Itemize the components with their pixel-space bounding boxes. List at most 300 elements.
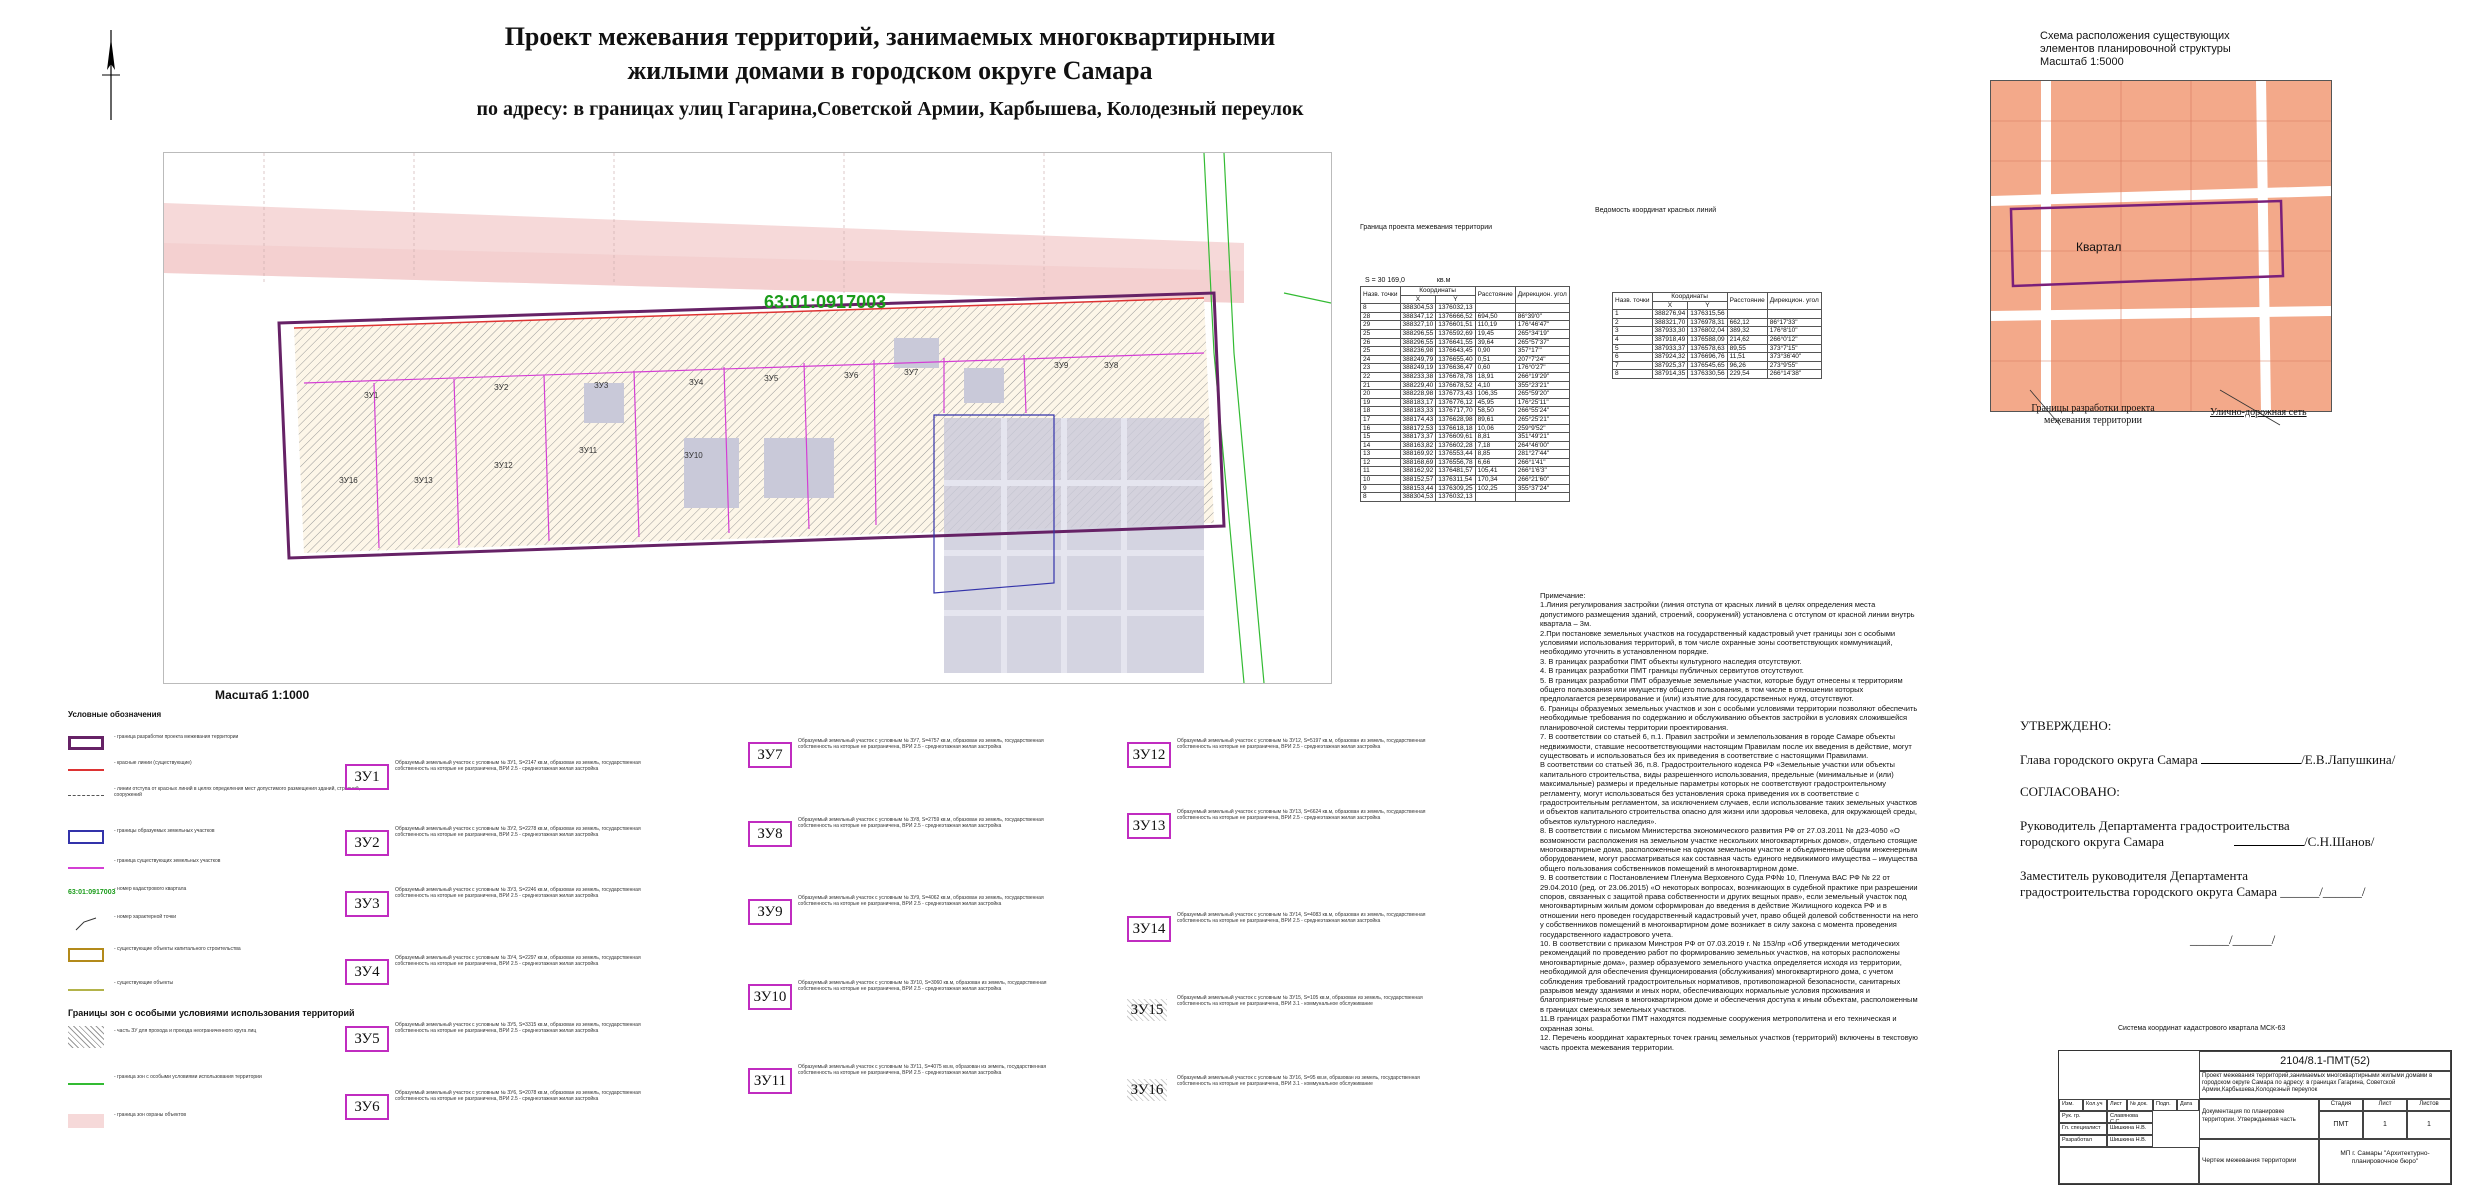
table-cell: 1376773,43 xyxy=(1436,390,1475,399)
plot-label: ЗУ16 xyxy=(339,476,358,485)
map-drawing xyxy=(164,153,1331,683)
table-cell: 387933,30 xyxy=(1652,327,1688,336)
table-cell: 229,54 xyxy=(1727,370,1767,379)
table-cell: 45,95 xyxy=(1475,398,1515,407)
note-item: 2.При постановке земельных участков на государственный кадастровый учет границы зон с особыми условиями использования территорий, в том числе охранные зоны соответствующих коммуникаций, необходимо уточнить в установленном порядке. xyxy=(1540,628,1896,657)
plot-label-box: ЗУ5 xyxy=(345,1026,389,1052)
stamp-drawing-title: Чертеж межевания территории xyxy=(2199,1139,2319,1184)
legend-item: - красные линии (существующие) xyxy=(68,758,368,780)
table-row xyxy=(1361,433,1570,442)
plot-description-text: Образуемый земельный участок с условным № ЗУ11, S=4075 кв.м, образован из земель, государственная собственность на которые не разграничена, ВРИ 2.5 - среднеэтажная жилая застройка xyxy=(798,1064,1047,1076)
table-cell xyxy=(1515,304,1569,313)
note-item: 12. Перечень координат характерных точек границ земельных участков (территорий) включены в текстовую часть проекта межевания территории. xyxy=(1540,1033,1918,1052)
table-row xyxy=(1361,338,1570,347)
table-cell: 387918,49 xyxy=(1652,335,1688,344)
plot-description-text: Образуемый земельный участок с условным № ЗУ5, S=3315 кв.м, образован из земель, государственная собственность на которые не разграничена, ВРИ 2.5 - среднеэтажная жилая застройка xyxy=(395,1022,641,1034)
table-cell: 11 xyxy=(1361,467,1401,476)
stamp-col-header: Изм. xyxy=(2059,1099,2083,1111)
notes-title: Примечание: xyxy=(1540,591,1586,600)
table-row xyxy=(1361,458,1570,467)
inset-map xyxy=(1990,80,2332,412)
table-cell: 266°19'29" xyxy=(1515,372,1569,381)
stamp-col-header: Кол.уч xyxy=(2083,1099,2107,1111)
table-cell: 28 xyxy=(1361,312,1401,321)
table-cell: 1376592,69 xyxy=(1436,329,1475,338)
zones-title: Границы зон с особыми условиями использования территорий xyxy=(68,1008,355,1018)
table-cell: 29 xyxy=(1361,321,1401,330)
legend-item: 63:01:0917003 - номер кадастрового квартала xyxy=(68,886,187,896)
col-subheader: Y xyxy=(1688,301,1727,310)
table-cell: 388173,37 xyxy=(1400,433,1436,442)
table-cell: 170,34 xyxy=(1475,476,1515,485)
table-cell: 23 xyxy=(1361,364,1401,373)
table-cell: 1376556,78 xyxy=(1436,458,1475,467)
table-cell: 8,85 xyxy=(1475,450,1515,459)
zone-legend-item: - граница зон с особыми условиями использования территории xyxy=(68,1072,368,1094)
plot-label: ЗУ13 xyxy=(414,476,433,485)
stamp-col-header: № док. xyxy=(2127,1099,2153,1111)
table-cell: 1376309,25 xyxy=(1436,484,1475,493)
plot-description xyxy=(345,760,675,790)
table-row xyxy=(1361,347,1570,356)
stamp-doc-title: Документация по планировке территории. Утверждаемая часть xyxy=(2199,1099,2319,1139)
red-lines-coordinates-table xyxy=(1612,292,1822,379)
table-cell: 110,19 xyxy=(1475,321,1515,330)
table-cell: 1376618,18 xyxy=(1436,424,1475,433)
building-e xyxy=(964,368,1004,403)
plot-label-box: ЗУ2 xyxy=(345,830,389,856)
large-building xyxy=(944,418,1204,673)
table-row xyxy=(1613,344,1822,353)
table-cell: 24 xyxy=(1361,355,1401,364)
table-cell: 388249,79 xyxy=(1400,355,1436,364)
note-item: 11.В границах разработки ПМТ находятся подземные сооружения метрополитена и его техническая и охранная зоны. xyxy=(1540,1014,1897,1033)
legend-item: - граница существующих земельных участков xyxy=(68,856,368,878)
table-cell: 388153,44 xyxy=(1400,484,1436,493)
table-row xyxy=(1613,310,1822,319)
table-row xyxy=(1361,364,1570,373)
table-cell: 1376602,28 xyxy=(1436,441,1475,450)
legend-item: - границы образуемых земельных участков xyxy=(68,826,368,848)
note-item: 5. В границах разработки ПМТ образуемые земельные участки, которые будут отнесены к территориям общего пользования или имуществу общего пользования, в том числе в отношении которых предполагается резервирование и (или) изъятие для государственных нужд, отсутствуют. xyxy=(1540,675,1903,704)
stamp-code: 2104/8.1-ПМТ(52) xyxy=(2199,1051,2451,1071)
plot-label: ЗУ3 xyxy=(594,381,609,390)
plot-description xyxy=(748,895,1078,925)
stamp-organization: МП г. Самары "Архитектурно-планировочное бюро" xyxy=(2319,1139,2451,1184)
legend-item: - линии отступа от красных линий в целях определения мест допустимого размещения зданий, строений, сооружений xyxy=(68,784,368,806)
table-cell: 1376776,12 xyxy=(1436,398,1475,407)
deputy-line-2: градостроительства городского округа Самара ______/______/ xyxy=(2020,884,2366,899)
table-row xyxy=(1613,370,1822,379)
table-cell: 8,81 xyxy=(1475,433,1515,442)
plot-label-box: ЗУ6 xyxy=(345,1094,389,1120)
plot-description xyxy=(1127,738,1457,768)
stamp-name: Славянова С.С. xyxy=(2107,1111,2153,1123)
red-lines-table-body xyxy=(1613,310,1822,379)
table-row xyxy=(1361,372,1570,381)
table-cell: 0,51 xyxy=(1475,355,1515,364)
table-cell xyxy=(1475,493,1515,502)
table-cell: 25 xyxy=(1361,329,1401,338)
document-title xyxy=(380,20,1400,88)
plot-label-box: ЗУ4 xyxy=(345,959,389,985)
table-row xyxy=(1361,390,1570,399)
cadastral-number: 63:01:0917003 xyxy=(764,292,887,312)
col-subheader: X xyxy=(1400,295,1436,304)
plot-description xyxy=(345,1090,675,1120)
title-line-1: Проект межевания территорий, занимаемых многоквартирными xyxy=(504,22,1276,51)
table-cell: 21 xyxy=(1361,381,1401,390)
boundary-table-title: Граница проекта межевания территории xyxy=(1360,224,1493,231)
stamp-name: Шишкина Н.В. xyxy=(2107,1123,2153,1135)
table-cell: 7 xyxy=(1613,361,1653,370)
table-cell: 1376636,47 xyxy=(1436,364,1475,373)
table-cell: 1376628,98 xyxy=(1436,415,1475,424)
table-cell: 1376588,09 xyxy=(1688,335,1727,344)
table-cell: 1376311,54 xyxy=(1436,476,1475,485)
col-header: Назв. точки xyxy=(1613,293,1653,310)
note-item: 8. В соответствии с письмом Министерства экономического развития РФ от 27.03.2011 № д23-4050 «О возможности расположения на земельном участке нескольких многоквартирных домов», отдельно стоящие многоквартирные дома, расположенные на одном земельном участке и объединенные общим инженерным оборудованием, могут рассматриваться как составная часть единого недвижимого имущества – имущества общего пользования собственников помещений в многоквартирном доме. xyxy=(1540,826,1918,873)
building-a xyxy=(684,438,739,508)
table-cell: 1376641,55 xyxy=(1436,338,1475,347)
table-cell: 373°7'15" xyxy=(1767,344,1821,353)
plot-label-box: ЗУ7 xyxy=(748,742,792,768)
legend-title: Условные обозначения xyxy=(68,710,162,719)
col-header: Дирекцион. угол xyxy=(1767,293,1821,310)
table-cell: 266°0'12" xyxy=(1767,335,1821,344)
plot-label: ЗУ1 xyxy=(364,391,379,400)
plot-description xyxy=(345,955,675,985)
plot-description-text: Образуемый земельный участок с условным № ЗУ3, S=2246 кв.м, образован из земель, государственная собственность на которые не разграничена, ВРИ 2.5 - среднеэтажная жилая застройка xyxy=(395,887,641,899)
legend-item: - существующие объекты xyxy=(68,978,368,1000)
table-cell: 19 xyxy=(1361,398,1401,407)
table-cell: 4 xyxy=(1613,335,1653,344)
inset-title-line-2: элементов планировочной структуры xyxy=(2040,43,2231,55)
note-item: 7. В соответствии со статьей 6, п.1. Правил застройки и землепользования в городе Самаре объекты недвижимости, ставшие несоответствующими настоящим Правилам после их введения в действие, могут существовать и использоваться без их приведения в соответствие с настоящими Правилами. xyxy=(1540,732,1912,760)
table-cell: 5 xyxy=(1613,344,1653,353)
plot-description-text: Образуемый земельный участок с условным № ЗУ16, S=95 кв.м, образован из земель, государственная собственность на которые не разграничена, ВРИ 3.1 - коммунальное обслуживание xyxy=(1177,1075,1420,1087)
table-cell: 387914,35 xyxy=(1652,370,1688,379)
title-block-stamp xyxy=(2058,1050,2452,1185)
table-cell: 351°49'21" xyxy=(1515,433,1569,442)
table-cell: 39,64 xyxy=(1475,338,1515,347)
plot-label-box: ЗУ16 xyxy=(1127,1079,1167,1101)
table-row xyxy=(1361,441,1570,450)
table-cell: 266°14'38" xyxy=(1767,370,1821,379)
plot-label-box: ЗУ8 xyxy=(748,821,792,847)
area-unit: кв.м xyxy=(1436,277,1451,284)
table-row xyxy=(1361,321,1570,330)
dept-head-line-2: городского округа Самара /С.Н.Шанов/ xyxy=(2020,834,2375,849)
area-value: 30 169,0 xyxy=(1377,277,1405,284)
table-cell: 388183,33 xyxy=(1400,407,1436,416)
table-cell: 1376643,45 xyxy=(1436,347,1475,356)
plot-label-box: ЗУ12 xyxy=(1127,742,1171,768)
table-cell: 388296,55 xyxy=(1400,338,1436,347)
table-cell: 1376678,52 xyxy=(1436,381,1475,390)
table-cell: 207°7'24" xyxy=(1515,355,1569,364)
stamp-stage-header: Стадия xyxy=(2319,1099,2363,1111)
table-cell: 266°55'24" xyxy=(1515,407,1569,416)
table-cell: 662,12 xyxy=(1727,318,1767,327)
table-cell: 388174,43 xyxy=(1400,415,1436,424)
table-cell: 266°1'41" xyxy=(1515,458,1569,467)
plot-description-text: Образуемый земельный участок с условным № ЗУ8, S=2759 кв.м, образован из земель, государственная собственность на которые не разграничена, ВРИ 2.5 - среднеэтажная жилая застройка xyxy=(798,817,1044,829)
stamp-role: Гл. специалист xyxy=(2059,1123,2107,1135)
table-cell: 387933,37 xyxy=(1652,344,1688,353)
table-cell: 176°25'11" xyxy=(1515,398,1569,407)
table-row xyxy=(1613,361,1822,370)
table-cell: 1376601,51 xyxy=(1436,321,1475,330)
table-cell: 265°57'37" xyxy=(1515,338,1569,347)
table-cell: 388229,40 xyxy=(1400,381,1436,390)
table-cell: 259°9'52" xyxy=(1515,424,1569,433)
note-item: 6. Границы образуемых земельных участков и зон с особыми условиями территории позволяют обеспечить необходимые требования по содержанию и обслуживанию объектов застройки в условиях сложившейся планировочной системы территории проектирования. xyxy=(1540,703,1918,732)
zone-legend-item: - часть ЗУ для прохода и проезда неограниченного круга лиц xyxy=(68,1026,368,1048)
table-cell: 102,25 xyxy=(1475,484,1515,493)
table-cell: 388249,19 xyxy=(1400,364,1436,373)
table-row xyxy=(1613,318,1822,327)
table-row xyxy=(1613,335,1822,344)
map-scale: Масштаб 1:1000 xyxy=(215,688,310,702)
table-cell: 18,91 xyxy=(1475,372,1515,381)
legend-item: - существующие объекты капитального строительства xyxy=(68,944,368,966)
table-row xyxy=(1361,467,1570,476)
table-cell: 6 xyxy=(1613,353,1653,362)
table-cell: 388347,12 xyxy=(1400,312,1436,321)
table-cell: 388183,17 xyxy=(1400,398,1436,407)
stamp-description: Проект межевания территорий,занимаемых многоквартирными жилыми домами в городском округе Самара по адресу: в границах Гагарина, Советской Армии,Карбышева,Колодезный переулок xyxy=(2199,1071,2451,1099)
stamp-sheets: 1 xyxy=(2407,1111,2451,1139)
approval-block xyxy=(2020,718,2440,958)
stamp-sheets-header: Листов xyxy=(2407,1099,2451,1111)
plot-description xyxy=(748,817,1078,847)
coordinate-system-note: Система координат кадастрового квартала МСК-63 xyxy=(2118,1025,2286,1032)
table-cell xyxy=(1727,310,1767,319)
plot-label: ЗУ12 xyxy=(494,461,513,470)
stamp-col-header: Дата xyxy=(2177,1099,2199,1111)
table-cell: 176°46'47" xyxy=(1515,321,1569,330)
stamp-sheet: 1 xyxy=(2363,1111,2407,1139)
table-cell: 19,45 xyxy=(1475,329,1515,338)
table-cell: 694,50 xyxy=(1475,312,1515,321)
note-item: В соответствии со статьей 36, п.8. Градостроительного кодекса РФ «Земельные участки или объекты капитального строительства, виды разрешенного использования, предельные (минимальные и (или) максимальные) размеры и предельные параметры которых не соответствуют градостроительному регламенту, могут использоваться без установления срока приведения их в соответствие с градостроительным регламентом, за исключением случаев, если использование таких земельных участков и объектов капитального строительства опасно для жизни или здоровья человека, для окружающей среды, объектов культурного наследия». xyxy=(1540,760,1918,826)
plot-description-text: Образуемый земельный участок с условным № ЗУ1, S=2147 кв.м, образован из земель, государственная собственность на которые не разграничена, ВРИ 2.5 - среднеэтажная жилая застройка xyxy=(395,760,641,772)
stamp-role: Рук. гр. xyxy=(2059,1111,2107,1123)
plot-description xyxy=(345,1022,675,1052)
table-cell: 357°17'" xyxy=(1515,347,1569,356)
table-cell: 176°0'27" xyxy=(1515,364,1569,373)
table-cell: 281°27'44" xyxy=(1515,450,1569,459)
table-cell: 1376978,31 xyxy=(1688,318,1727,327)
plot-label: ЗУ10 xyxy=(684,451,703,460)
legend-item: - граница разработки проекта межевания территории xyxy=(68,732,368,754)
table-cell: 176°8'10" xyxy=(1767,327,1821,336)
table-cell: 20 xyxy=(1361,390,1401,399)
stamp-col-header: Подп. xyxy=(2153,1099,2177,1111)
table-cell: 388172,53 xyxy=(1400,424,1436,433)
table-cell: 1376545,65 xyxy=(1688,361,1727,370)
table-cell: 0,90 xyxy=(1475,347,1515,356)
plot-description xyxy=(345,826,675,856)
col-header: Назв. точки xyxy=(1361,287,1401,304)
table-cell: 9 xyxy=(1361,484,1401,493)
table-cell: 14 xyxy=(1361,441,1401,450)
table-cell xyxy=(1767,310,1821,319)
table-cell: 106,35 xyxy=(1475,390,1515,399)
plot-description-text: Образуемый земельный участок с условным № ЗУ13, S=6624 кв.м, образован из земель, государственная собственность на которые не разграничена, ВРИ 2.5 - среднеэтажная жилая застройка xyxy=(1177,809,1426,821)
plot-label-box: ЗУ3 xyxy=(345,891,389,917)
table-cell: 1376578,63 xyxy=(1688,344,1727,353)
table-cell: 8 xyxy=(1613,370,1653,379)
stamp-role: Разработал xyxy=(2059,1135,2107,1147)
plot-description-text: Образуемый земельный участок с условным № ЗУ10, S=3060 кв.м, образован из земель, государственная собственность на которые не разграничена, ВРИ 2.5 - среднеэтажная жилая застройка xyxy=(798,980,1047,992)
table-cell: 1376330,56 xyxy=(1688,370,1727,379)
red-lines-table-title: Ведомость координат красных линий xyxy=(1595,207,1717,214)
plot-description xyxy=(748,738,1078,768)
plot-description xyxy=(748,980,1078,1010)
plot-label: ЗУ4 xyxy=(689,378,704,387)
note-item: 9. В соответствии с Постановлением Пленума Верховного Суда РФ№ 10, Пленума ВАС РФ № 22 от 29.04.2010 (ред. от 23.06.2015) «О некоторых вопросах, возникающих в судебной практике при разрешении споров, связанных с защитой права собственности и других вещных прав», если земельный участок под многоквартирным жилым домом сформирован до введения в действие Жилищного кодекса РФ и в отношении него проведен государственный кадастровый учет, право общей долевой собственности на него у собственников помещений в многоквартирном доме возникает в силу закона с момента проведения государственного кадастрового учета. xyxy=(1540,873,1919,939)
table-cell: 86°39'0" xyxy=(1515,312,1569,321)
table-cell: 3 xyxy=(1613,327,1653,336)
table-cell: 1376481,57 xyxy=(1436,467,1475,476)
table-cell: 388327,10 xyxy=(1400,321,1436,330)
table-cell: 273°9'55" xyxy=(1767,361,1821,370)
table-cell: 389,32 xyxy=(1727,327,1767,336)
plot-label: ЗУ11 xyxy=(579,446,598,455)
note-item: 1.Линия регулирования застройки (линия отступа от красных линий в целях определения места допустимого размещения зданий, строений, сооружений) установлена с отступом от красной линии внутрь квартала – 3м. xyxy=(1540,600,1915,629)
notes-list xyxy=(1540,600,1920,1052)
inset-scale: Масштаб 1:5000 xyxy=(2040,56,2124,68)
table-cell: 89,55 xyxy=(1727,344,1767,353)
stamp-name: Шишкина Н.В. xyxy=(2107,1135,2153,1147)
plot-label: ЗУ9 xyxy=(1054,361,1069,370)
table-cell: 2 xyxy=(1613,318,1653,327)
table-cell: 388296,55 xyxy=(1400,329,1436,338)
plot-description-text: Образуемый земельный участок с условным № ЗУ12, S=5197 кв.м, образован из земель, государственная собственность на которые не разграничена, ВРИ 2.5 - среднеэтажная жилая застройка xyxy=(1177,738,1426,750)
table-cell: 16 xyxy=(1361,424,1401,433)
dept-head-line-1: Руководитель Департамента градостроительства xyxy=(2020,818,2290,833)
inset-title-line-1: Схема расположения существующих xyxy=(2040,30,2230,42)
inset-title xyxy=(2040,30,2340,69)
table-cell: 96,26 xyxy=(1727,361,1767,370)
zone-legend-item: - граница зон охраны объектов xyxy=(68,1110,368,1132)
table-row xyxy=(1613,353,1822,362)
stamp-col-header: Лист xyxy=(2107,1099,2127,1111)
zone-boundary-lines xyxy=(1204,153,1331,683)
table-row xyxy=(1361,398,1570,407)
col-header: Расстояние xyxy=(1475,287,1515,304)
plot-label: ЗУ7 xyxy=(904,368,919,377)
table-row xyxy=(1361,312,1570,321)
stamp-stage: ПМТ xyxy=(2319,1111,2363,1139)
table-cell: 13 xyxy=(1361,450,1401,459)
table-cell: 7,18 xyxy=(1475,441,1515,450)
table-cell: 1376678,78 xyxy=(1436,372,1475,381)
table-row xyxy=(1361,381,1570,390)
table-cell: 265°59'20" xyxy=(1515,390,1569,399)
boundary-coordinates-table xyxy=(1360,286,1570,502)
col-header: Дирекцион. угол xyxy=(1515,287,1569,304)
table-cell: 1376717,70 xyxy=(1436,407,1475,416)
table-cell: 1376655,40 xyxy=(1436,355,1475,364)
table-cell: 4,10 xyxy=(1475,381,1515,390)
table-row xyxy=(1361,415,1570,424)
table-cell: 388304,53 xyxy=(1400,304,1436,313)
table-cell: 264°46'00" xyxy=(1515,441,1569,450)
table-cell: 1376696,76 xyxy=(1688,353,1727,362)
plot-description-text: Образуемый земельный участок с условным № ЗУ7, S=4757 кв.м, образован из земель, государственная собственность на которые не разграничена, ВРИ 2.5 - среднеэтажная жилая застройка xyxy=(798,738,1044,750)
plot-label-box: ЗУ13 xyxy=(1127,813,1171,839)
table-cell: 1376609,61 xyxy=(1436,433,1475,442)
table-cell: 89,61 xyxy=(1475,415,1515,424)
stamp-sheet-header: Лист xyxy=(2363,1099,2407,1111)
table-cell: 22 xyxy=(1361,372,1401,381)
table-cell xyxy=(1515,493,1569,502)
table-cell: 214,62 xyxy=(1727,335,1767,344)
title-line-2: жилыми домами в городском округе Самара xyxy=(627,56,1153,85)
plot-description xyxy=(1127,809,1457,839)
table-cell: 18 xyxy=(1361,407,1401,416)
boundary-table-body xyxy=(1361,304,1570,502)
table-cell: 355°23'21" xyxy=(1515,381,1569,390)
table-cell: 355°37'24" xyxy=(1515,484,1569,493)
col-header: Координаты xyxy=(1400,287,1475,296)
deputy-line-1: Заместитель руководителя Департамента xyxy=(2020,868,2249,883)
table-row xyxy=(1361,355,1570,364)
note-item: 4. В границах разработки ПМТ границы публичных сервитутов отсутствуют. xyxy=(1540,666,1804,676)
table-row xyxy=(1361,493,1570,502)
table-cell: 388236,98 xyxy=(1400,347,1436,356)
table-cell: 388233,38 xyxy=(1400,372,1436,381)
inset-kvartal-label: Квартал xyxy=(2076,240,2122,254)
table-cell: 1376315,56 xyxy=(1688,310,1727,319)
table-row xyxy=(1613,327,1822,336)
table-cell: 373°36'40" xyxy=(1767,353,1821,362)
table-cell: 388162,92 xyxy=(1400,467,1436,476)
table-cell: 1376032,13 xyxy=(1436,493,1475,502)
plot-description xyxy=(748,1064,1078,1094)
col-header: Координаты xyxy=(1652,293,1727,302)
table-cell: 17 xyxy=(1361,415,1401,424)
table-cell: 388321,70 xyxy=(1652,318,1688,327)
plot-label-box: ЗУ15 xyxy=(1127,999,1167,1021)
table-cell: 8 xyxy=(1361,493,1401,502)
plot-description xyxy=(1127,1075,1457,1105)
table-row xyxy=(1361,476,1570,485)
table-cell: 388228,98 xyxy=(1400,390,1436,399)
table-cell xyxy=(1475,304,1515,313)
plot-description-text: Образуемый земельный участок с условным № ЗУ9, S=4062 кв.м, образован из земель, государственная собственность на которые не разграничена, ВРИ 2.5 - среднеэтажная жилая застройка xyxy=(798,895,1044,907)
plot-description xyxy=(1127,912,1457,942)
note-item: 10. В соответствии с приказом Минстроя РФ от 07.03.2019 г. № 153/пр «Об утверждении методических рекомендаций по проведению работ по формированию земельных участков, на которых расположены многоквартирные дома», размер образуемого земельного участка определяется исходя из территории, необходимой для обеспечения функционирования (обслуживания) многоквартирного дома, с учетом соблюдения требований градостроительных нормативов, противопожарной безопасности, санитарных разрывов между зданиями и иных норм, обеспечивающих нормальные условия проживания и благоприятные условия в многоквартирном доме и обеспечения доступа к иным объектам, расположенным в границах смежных земельных участков. xyxy=(1540,939,1918,1014)
col-header: Расстояние xyxy=(1727,293,1767,310)
table-cell: 1376553,44 xyxy=(1436,450,1475,459)
table-cell: 25 xyxy=(1361,347,1401,356)
col-subheader: Y xyxy=(1436,295,1475,304)
table-cell: 11,51 xyxy=(1727,353,1767,362)
point-marker-icon xyxy=(74,914,98,932)
table-cell: 12 xyxy=(1361,458,1401,467)
plot-description xyxy=(1127,995,1457,1025)
table-cell: 266°21'60" xyxy=(1515,476,1569,485)
blank-signature: ______/______/ xyxy=(2190,932,2276,947)
notes-block xyxy=(1540,591,1920,1052)
document-subtitle: по адресу: в границах улиц Гагарина,Советской Армии, Карбышева, Колодезный переулок xyxy=(476,98,1304,120)
plot-label-box: ЗУ14 xyxy=(1127,916,1171,942)
table-cell: 8 xyxy=(1361,304,1401,313)
